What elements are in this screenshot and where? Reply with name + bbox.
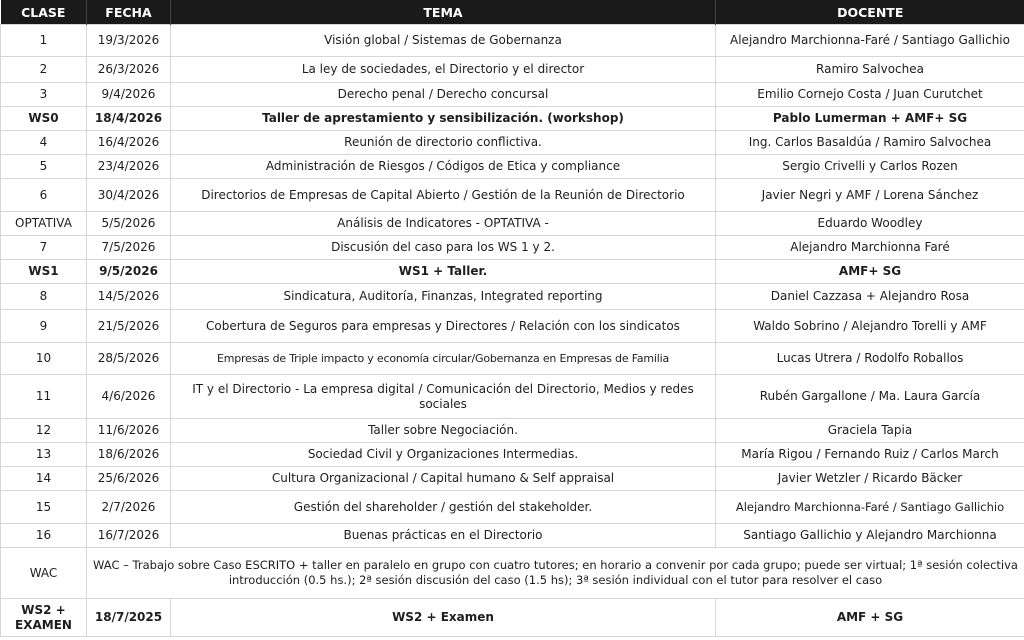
cell-tema: Buenas prácticas en el Directorio [171, 524, 716, 548]
cell-docente: Alejandro Marchionna Faré [716, 236, 1024, 260]
cell-fecha: 16/4/2026 [87, 131, 171, 155]
cell-tema: Sociedad Civil y Organizaciones Intermedias. [171, 443, 716, 467]
cell-fecha: 4/6/2026 [87, 375, 171, 419]
cell-docente: Sergio Crivelli y Carlos Rozen [716, 155, 1024, 179]
cell-fecha: 16/7/2026 [87, 524, 171, 548]
cell-clase: 13 [1, 443, 87, 467]
cell-fecha: 18/4/2026 [87, 107, 171, 131]
wac-description: WAC – Trabajo sobre Caso ESCRITO + taller en paralelo en grupo con cuatro tutores; en horario a convenir por cada grupo; puede ser virtual; 1ª sesión colectiva introducción (0.5 hs.); 2ª sesión discusión del caso (1.5 hs); 3ª sesión individual con el tutor para resolver el caso [87, 548, 1024, 599]
cell-fecha: 21/5/2026 [87, 310, 171, 343]
table-row [1, 107, 1024, 131]
table-row [1, 310, 1024, 343]
cell-clase: OPTATIVA [1, 212, 87, 236]
cell-fecha: 19/3/2026 [87, 25, 171, 57]
cell-tema: Cobertura de Seguros para empresas y Directores / Relación con los sindicatos [171, 310, 716, 343]
cell-clase: WS2 + EXAMEN [1, 599, 87, 637]
cell-fecha: 23/4/2026 [87, 155, 171, 179]
header-docente: DOCENTE [716, 0, 1024, 25]
cell-docente: Emilio Cornejo Costa / Juan Curutchet [716, 83, 1024, 107]
cell-docente: AMF+ SG [716, 260, 1024, 284]
table-row [1, 260, 1024, 284]
cell-tema: Administración de Riesgos / Códigos de Etica y compliance [171, 155, 716, 179]
cell-docente: Javier Wetzler / Ricardo Bäcker [716, 467, 1024, 491]
cell-clase: 11 [1, 375, 87, 419]
schedule-body [1, 25, 1024, 637]
cell-docente: Santiago Gallichio y Alejandro Marchionna [716, 524, 1024, 548]
header-clase: CLASE [1, 0, 87, 25]
cell-docente: Ing. Carlos Basaldúa / Ramiro Salvochea [716, 131, 1024, 155]
cell-docente: Pablo Lumerman + AMF+ SG [716, 107, 1024, 131]
cell-clase: WS1 [1, 260, 87, 284]
cell-fecha: 28/5/2026 [87, 343, 171, 375]
table-row [1, 343, 1024, 375]
table-row [1, 491, 1024, 524]
header-row [1, 0, 1024, 25]
table-row [1, 83, 1024, 107]
cell-tema: Directorios de Empresas de Capital Abierto / Gestión de la Reunión de Directorio [171, 179, 716, 212]
cell-clase: 7 [1, 236, 87, 260]
wac-row [1, 548, 1024, 599]
table-row [1, 419, 1024, 443]
cell-tema: Derecho penal / Derecho concursal [171, 83, 716, 107]
cell-fecha: 5/5/2026 [87, 212, 171, 236]
cell-tema: WS1 + Taller. [171, 260, 716, 284]
cell-docente: Alejandro Marchionna-Faré / Santiago Gallichio [716, 25, 1024, 57]
cell-fecha: 30/4/2026 [87, 179, 171, 212]
cell-docente: Ramiro Salvochea [716, 57, 1024, 83]
table-row [1, 57, 1024, 83]
table-row [1, 443, 1024, 467]
cell-clase: 3 [1, 83, 87, 107]
cell-tema: WS2 + Examen [171, 599, 716, 637]
cell-fecha: 11/6/2026 [87, 419, 171, 443]
cell-clase: 15 [1, 491, 87, 524]
cell-tema: Empresas de Triple impacto y economía circular/Gobernanza en Empresas de Familia [171, 343, 716, 375]
cell-docente: Graciela Tapia [716, 419, 1024, 443]
cell-docente: Lucas Utrera / Rodolfo Roballos [716, 343, 1024, 375]
cell-tema: Análisis de Indicatores - OPTATIVA - [171, 212, 716, 236]
table-row [1, 467, 1024, 491]
cell-fecha: 18/7/2025 [87, 599, 171, 637]
cell-clase: 5 [1, 155, 87, 179]
cell-fecha: 14/5/2026 [87, 284, 171, 310]
cell-fecha: 25/6/2026 [87, 467, 171, 491]
cell-docente: Rubén Gargallone / Ma. Laura García [716, 375, 1024, 419]
table-row [1, 179, 1024, 212]
cell-tema: Visión global / Sistemas de Gobernanza [171, 25, 716, 57]
header-tema: TEMA [171, 0, 716, 25]
cell-tema: Sindicatura, Auditoría, Finanzas, Integrated reporting [171, 284, 716, 310]
table-row [1, 375, 1024, 419]
cell-docente: Waldo Sobrino / Alejandro Torelli y AMF [716, 310, 1024, 343]
cell-fecha: 26/3/2026 [87, 57, 171, 83]
cell-docente: Daniel Cazzasa + Alejandro Rosa [716, 284, 1024, 310]
cell-clase: 12 [1, 419, 87, 443]
table-row [1, 25, 1024, 57]
cell-clase: WS0 [1, 107, 87, 131]
cell-clase: 16 [1, 524, 87, 548]
cell-tema: Cultura Organizacional / Capital humano & Self appraisal [171, 467, 716, 491]
cell-clase: 6 [1, 179, 87, 212]
cell-docente: AMF + SG [716, 599, 1024, 637]
table-row [1, 236, 1024, 260]
cell-fecha: 9/4/2026 [87, 83, 171, 107]
cell-clase: 8 [1, 284, 87, 310]
cell-docente: Alejandro Marchionna-Faré / Santiago Gallichio [716, 491, 1024, 524]
cell-tema: IT y el Directorio - La empresa digital / Comunicación del Directorio, Medios y redes sociales [171, 375, 716, 419]
cell-docente: Eduardo Woodley [716, 212, 1024, 236]
table-row [1, 131, 1024, 155]
table-row [1, 524, 1024, 548]
cell-tema: Taller sobre Negociación. [171, 419, 716, 443]
cell-fecha: 7/5/2026 [87, 236, 171, 260]
cell-docente: Javier Negri y AMF / Lorena Sánchez [716, 179, 1024, 212]
cell-tema: Taller de aprestamiento y sensibilización. (workshop) [171, 107, 716, 131]
cell-fecha: 2/7/2026 [87, 491, 171, 524]
cell-clase: 4 [1, 131, 87, 155]
cell-clase: 14 [1, 467, 87, 491]
cell-clase: 2 [1, 57, 87, 83]
cell-fecha: 18/6/2026 [87, 443, 171, 467]
cell-docente: María Rigou / Fernando Ruiz / Carlos March [716, 443, 1024, 467]
cell-tema: La ley de sociedades, el Directorio y el director [171, 57, 716, 83]
cell-clase: 1 [1, 25, 87, 57]
table-row [1, 212, 1024, 236]
final-row [1, 599, 1024, 637]
table-row [1, 155, 1024, 179]
cell-clase: WAC [1, 548, 87, 599]
table-row [1, 284, 1024, 310]
cell-clase: 9 [1, 310, 87, 343]
cell-tema: Reunión de directorio conflictiva. [171, 131, 716, 155]
cell-tema: Gestión del shareholder / gestión del stakeholder. [171, 491, 716, 524]
cell-clase: 10 [1, 343, 87, 375]
cell-fecha: 9/5/2026 [87, 260, 171, 284]
cell-tema: Discusión del caso para los WS 1 y 2. [171, 236, 716, 260]
header-fecha: FECHA [87, 0, 171, 25]
